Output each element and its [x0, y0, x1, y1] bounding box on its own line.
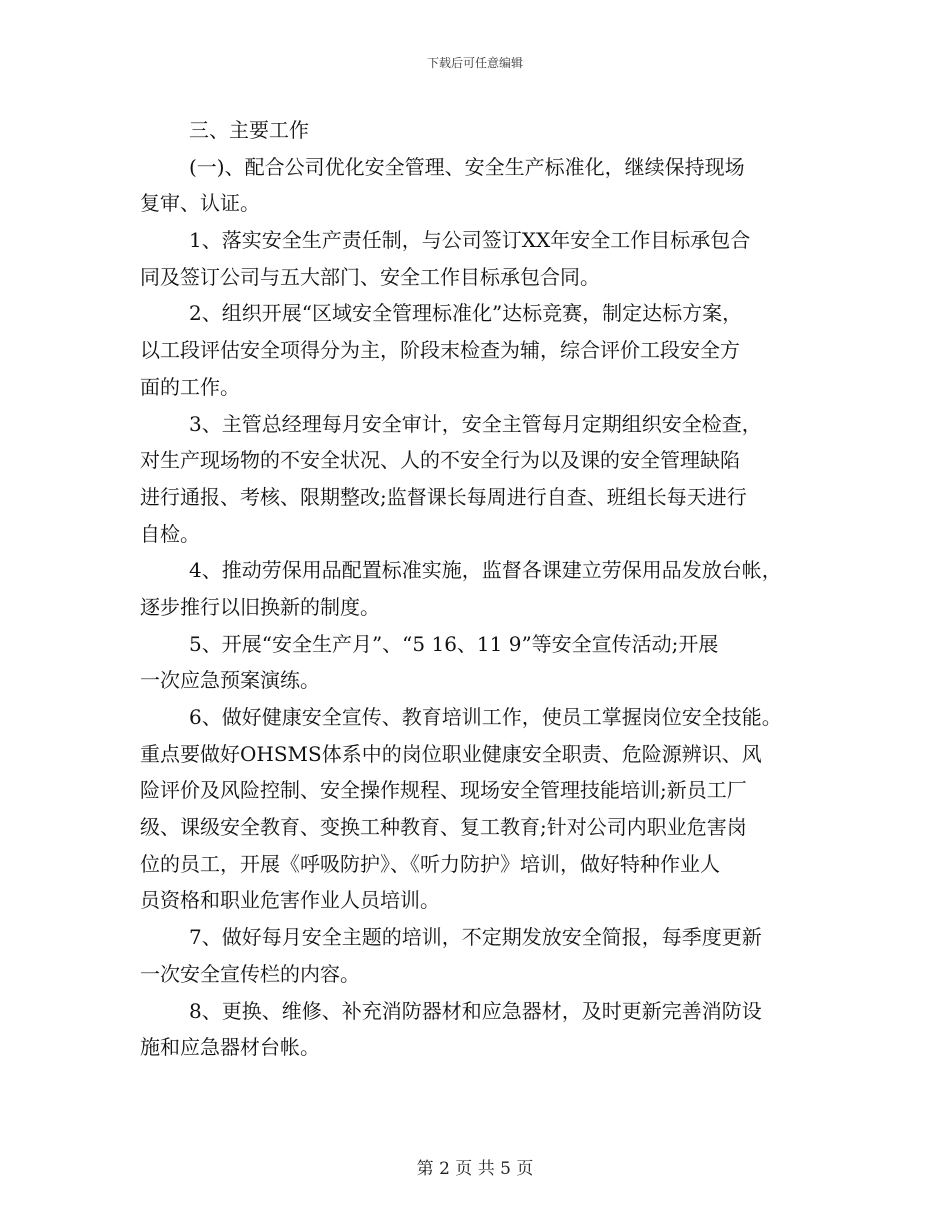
paragraph-line: 重点要做好OHSMS体系中的岗位职业健康安全职责、危险源辨识、风 — [140, 741, 762, 766]
paragraph-line: 对生产现场物的不安全状况、人的不安全行为以及课的安全管理缺陷 — [140, 448, 740, 473]
paragraph-line: 8、更换、维修、补充消防器材和应急器材，及时更新完善消防设 — [189, 998, 762, 1023]
paragraph-line: 一次应急预案演练。 — [140, 668, 320, 693]
paragraph-line: 逐步推行以旧换新的制度。 — [140, 594, 380, 619]
document-body — [140, 112, 820, 1066]
paragraph-line: 7、做好每月安全主题的培训，不定期发放安全简报，每季度更新 — [189, 925, 762, 950]
header-note: 下载后可任意编辑 — [426, 56, 523, 70]
paragraph-line: 员资格和职业危害作业人员培训。 — [140, 888, 440, 913]
paragraph-line: 1、落实安全生产责任制，与公司签订XX年安全工作目标承包合 — [189, 228, 751, 253]
paragraph-line: 6、做好健康安全宣传、教育培训工作，使员工掌握岗位安全技能。 — [189, 705, 782, 729]
paragraph-line: 施和应急器材台帐。 — [140, 1035, 320, 1060]
page-number: 第 2 页 共 5 页 — [416, 1159, 534, 1179]
paragraph-line: 一次安全宣传栏的内容。 — [140, 961, 360, 986]
paragraph-line: (一)、配合公司优化安全管理、安全生产标准化，继续保持现场 — [189, 154, 745, 179]
paragraph-line: 位的员工，开展《呼吸防护》、《听力防护》培训，做好特种作业人 — [140, 851, 720, 876]
paragraph-line: 复审、认证。 — [140, 191, 260, 216]
paragraph-line: 自检。 — [140, 521, 200, 546]
section-heading: 三、主要工作 — [189, 118, 309, 142]
paragraph-line: 4、推动劳保用品配置标准实施，监督各课建立劳保用品发放台帐， — [189, 558, 782, 583]
paragraph-line: 进行通报、考核、限期整改;监督课长每周进行自查、班组长每天进行 — [140, 484, 747, 509]
paragraph-line: 5、开展“安全生产月”、“5 16、11 9”等安全宣传活动;开展 — [189, 631, 719, 656]
paragraph-line: 以工段评估安全项得分为主，阶段末检查为辅，综合评价工段安全方 — [140, 338, 740, 363]
paragraph-line: 级、课级安全教育、变换工种教育、复工教育;针对公司内职业危害岗 — [140, 815, 747, 840]
paragraph-line: 同及签订公司与五大部门、安全工作目标承包合同。 — [140, 264, 600, 289]
paragraph-line: 3、主管总经理每月安全审计，安全主管每月定期组织安全检查， — [189, 411, 762, 436]
paragraph-line: 2、组织开展“区域安全管理标准化”达标竞赛，制定达标方案， — [189, 301, 743, 326]
paragraph-line: 面的工作。 — [140, 374, 240, 399]
paragraph-line: 险评价及风险控制、安全操作规程、现场安全管理技能培训;新员工厂 — [140, 778, 747, 803]
